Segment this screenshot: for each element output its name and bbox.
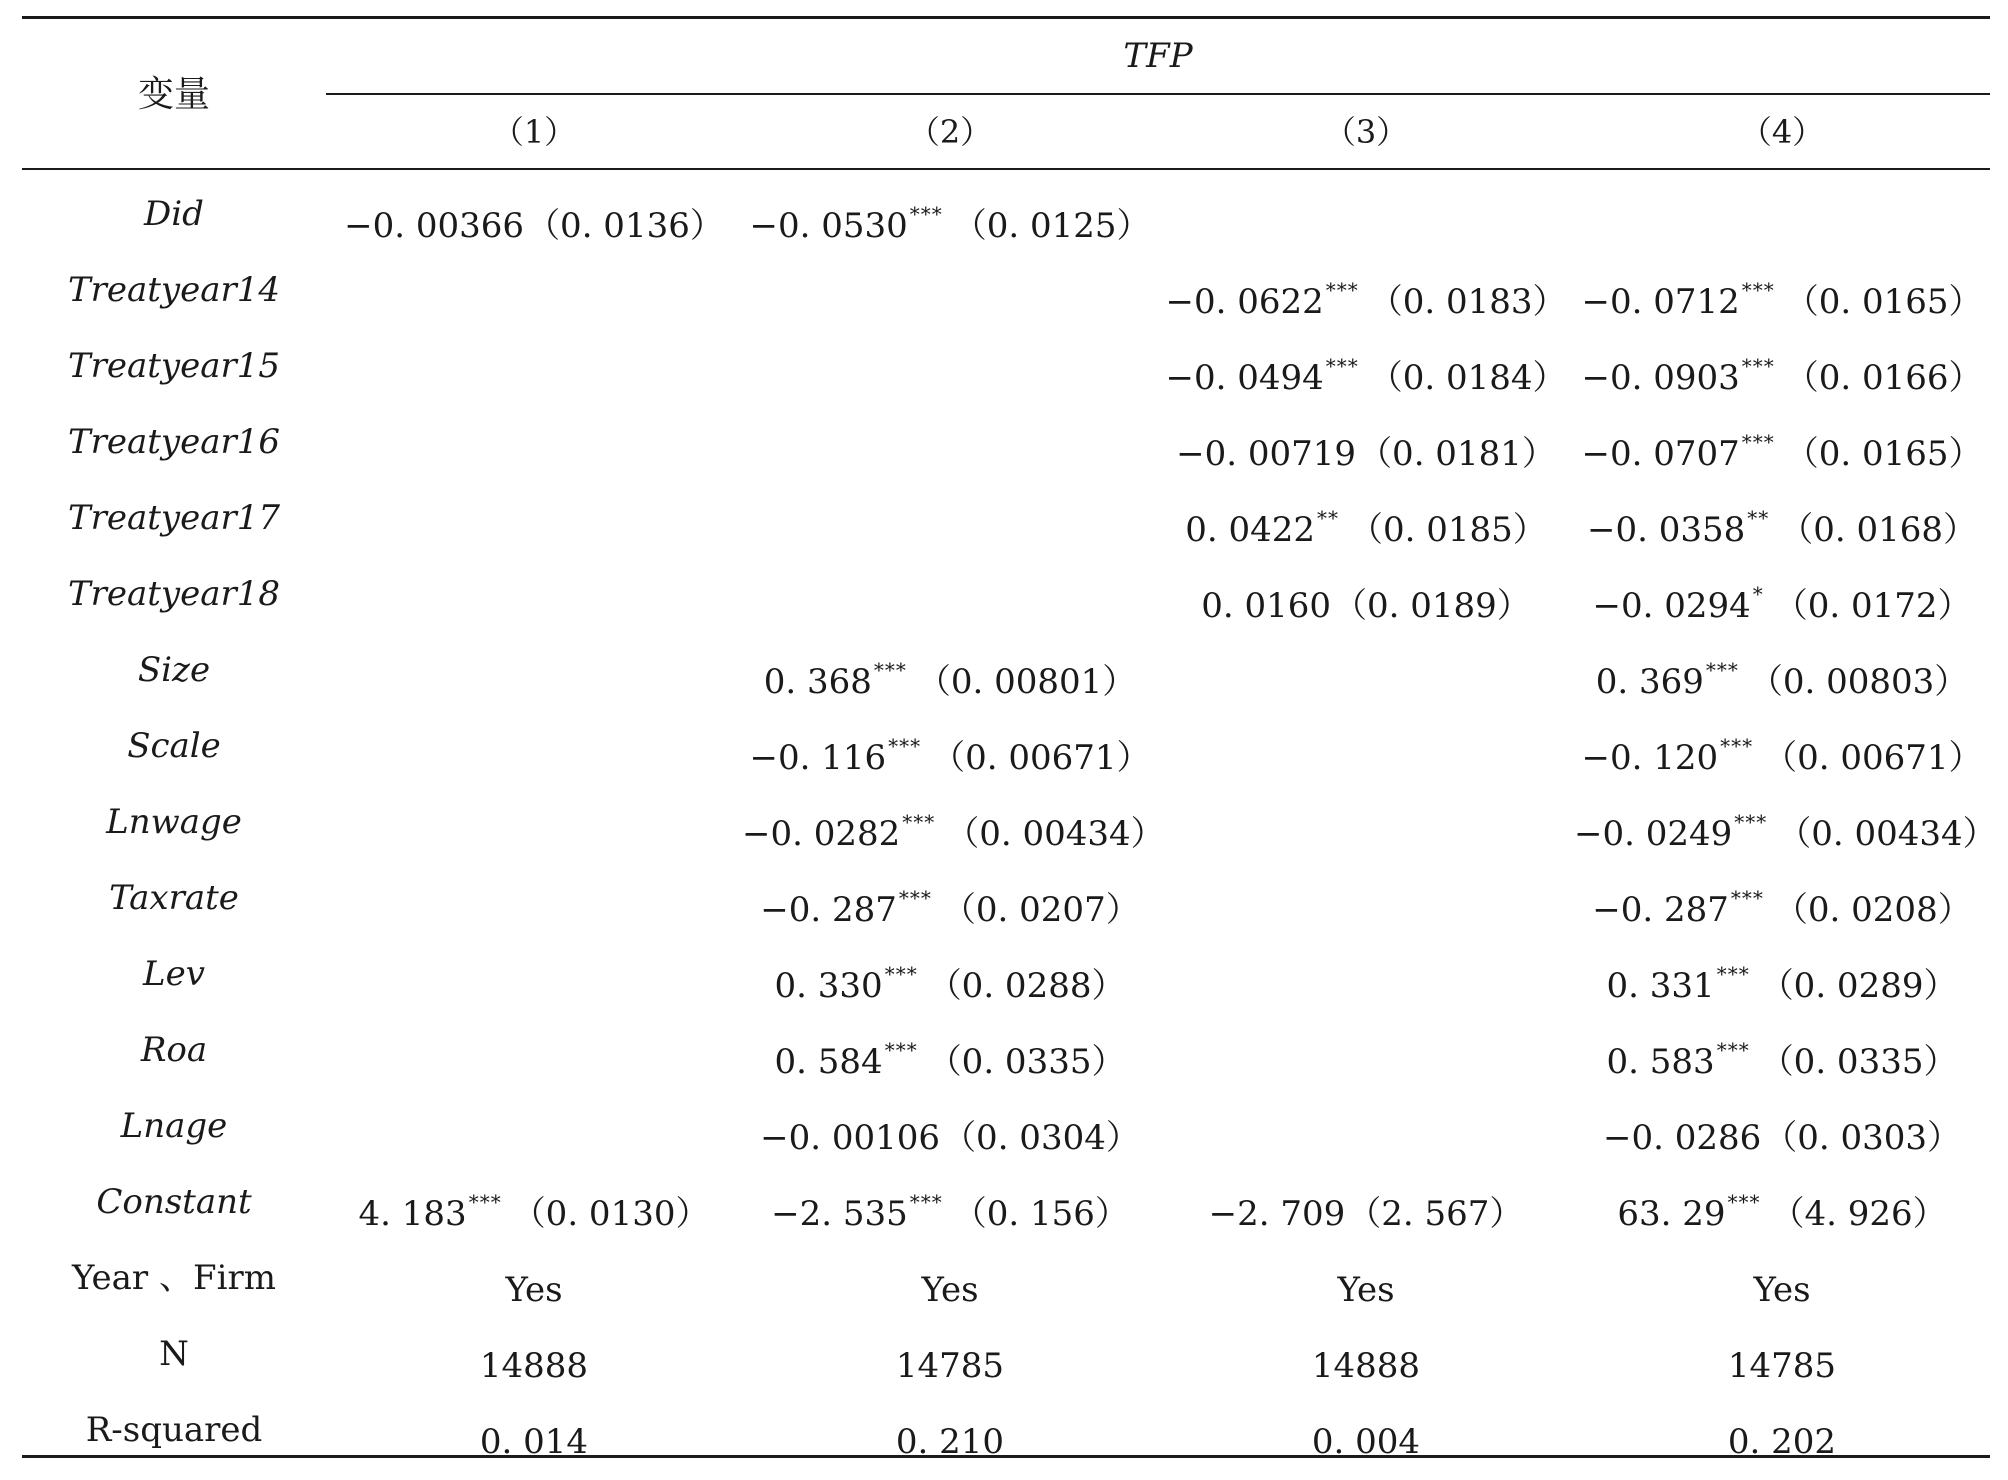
table-cell [1158,176,1574,252]
coefficient: −2. 709 [1208,1194,1346,1234]
table-cell [326,784,742,860]
coefficient: 0. 584 [774,1042,883,1082]
coefficient: 4. 183 [358,1194,467,1234]
coefficient: 0. 0160 [1201,586,1331,626]
table-cell [742,556,1158,632]
coefficient: −2. 535 [771,1194,908,1234]
table-cell [1574,1392,1990,1468]
standard-error: （2. 567） [1347,1194,1524,1234]
table-cell [1574,1088,1990,1164]
coefficient: 0. 0422 [1185,510,1315,550]
table-cell [326,252,742,328]
standard-error: （0. 0172） [1773,586,1972,626]
standard-error: （0. 0335） [927,1042,1126,1082]
standard-error: （0. 0335） [1759,1042,1958,1082]
table-cell [326,556,742,632]
table-cell [742,404,1158,480]
significance-stars: * [1752,582,1764,606]
table-cell [326,708,742,784]
table-cell [742,1392,1158,1468]
table-cell [1574,1164,1990,1240]
standard-error: （0. 0207） [941,890,1140,930]
top-rule [22,16,1990,19]
coefficient: 14785 [1727,1346,1837,1386]
significance-stars: *** [884,1038,918,1062]
table-cell [1158,708,1574,784]
table-cell [1158,328,1574,404]
table-cell [1574,404,1990,480]
standard-error: （0. 0165） [1784,434,1983,474]
column-header-3: （3） [1323,113,1409,151]
table-cell [1574,176,1990,252]
standard-error: （0. 0185） [1349,510,1547,550]
row-label: Lev [143,954,205,994]
significance-stars: *** [902,810,936,834]
significance-stars: *** [1716,1038,1750,1062]
coefficient: Yes [921,1270,979,1310]
standard-error: （0. 0304） [942,1118,1140,1158]
row-label: Treatyear15 [67,346,281,386]
table-cell [326,1164,742,1240]
significance-stars: *** [888,734,922,758]
coefficient: −0. 0294 [1592,586,1751,626]
standard-error: （0. 00434） [1777,814,1997,854]
standard-error: （0. 0168） [1779,510,1978,550]
significance-stars: ** [1747,506,1770,530]
coefficient: 63. 29 [1617,1194,1726,1234]
table-cell [326,1392,742,1468]
coefficient: −0. 0249 [1574,814,1733,854]
coefficient: Yes [505,1270,563,1310]
coefficient: −0. 0358 [1586,510,1746,550]
table-cell [326,328,742,404]
table-cell [326,1240,742,1316]
coefficient: 0. 368 [763,662,872,702]
table-cell [1158,1012,1574,1088]
table-cell [1574,1240,1990,1316]
table-cell [1158,1164,1574,1240]
significance-stars: *** [1741,430,1775,454]
table-cell [1574,252,1990,328]
coefficient: −0. 0282 [742,814,901,854]
table-cell [742,1240,1158,1316]
table-cell [742,176,1158,252]
standard-error: （0. 0181） [1358,434,1556,474]
coefficient: 0. 331 [1606,966,1715,1006]
significance-stars: ** [1317,506,1339,530]
table-cell [326,480,742,556]
tfp-group-header: TFP [1123,36,1193,76]
variable-header: 变量 [137,74,210,115]
table-cell [326,632,742,708]
significance-stars: *** [468,1190,502,1214]
standard-error: （0. 0183） [1368,282,1567,322]
row-label: Treatyear14 [67,270,281,310]
row-label: Year 、Firm [72,1258,276,1298]
coefficient: −0. 0903 [1581,358,1740,398]
significance-stars: *** [873,658,907,682]
coefficient: 0. 369 [1595,662,1704,702]
table-cell [1574,328,1990,404]
coefficient: −0. 0712 [1581,282,1740,322]
significance-stars: *** [1716,962,1750,986]
coefficient: 0. 202 [1727,1422,1837,1462]
standard-error: （4. 926） [1770,1194,1947,1234]
coefficient: −0. 116 [749,738,887,778]
table-cell [1158,936,1574,1012]
standard-error: （0. 0208） [1773,890,1972,930]
column-header-2: （2） [907,113,993,151]
row-label: Treatyear17 [67,498,281,538]
table-cell [1574,708,1990,784]
table-cell [742,1088,1158,1164]
table-cell [1158,404,1574,480]
table-cell [1158,1088,1574,1164]
column-header-4: （4） [1739,113,1825,151]
table-cell [1158,632,1574,708]
table-cell [1574,936,1990,1012]
table-cell [742,328,1158,404]
standard-error: （0. 00434） [945,814,1165,854]
standard-error: （0. 0189） [1333,586,1531,626]
coefficient: 14888 [479,1346,589,1386]
table-cell [1158,252,1574,328]
table-cell [326,1088,742,1164]
table-cell [326,1012,742,1088]
standard-error: （0. 156） [952,1194,1129,1234]
table-cell [1158,784,1574,860]
standard-error: （0. 0166） [1784,358,1983,398]
coefficient: Yes [1337,1270,1395,1310]
significance-stars: *** [898,886,932,910]
row-label: R-squared [85,1410,263,1450]
table-cell [1574,860,1990,936]
coefficient: −0. 0530 [749,206,908,246]
table-cell [326,404,742,480]
significance-stars: *** [1734,810,1768,834]
table-cell [1574,632,1990,708]
coefficient: −0. 00366 [344,206,525,246]
row-label: Taxrate [109,878,239,918]
standard-error: （0. 0125） [952,206,1151,246]
table-cell [742,708,1158,784]
row-label: Treatyear16 [67,422,281,462]
standard-error: （0. 0288） [927,966,1126,1006]
table-cell [1158,556,1574,632]
table-cell [742,860,1158,936]
significance-stars: *** [1741,354,1775,378]
row-label: Treatyear18 [67,574,281,614]
coefficient: −0. 0494 [1165,358,1324,398]
significance-stars: *** [884,962,918,986]
coefficient: 0. 330 [774,966,883,1006]
row-label: Size [137,650,211,690]
row-label: Roa [140,1030,208,1070]
coefficient: −0. 0286 [1602,1118,1762,1158]
group-underline [326,93,1990,95]
standard-error: （0. 00803） [1748,662,1969,702]
significance-stars: *** [1730,886,1764,910]
table-cell [326,1316,742,1392]
table-cell [1158,860,1574,936]
table-cell [742,480,1158,556]
standard-error: （0. 0165） [1784,282,1983,322]
coefficient: 14888 [1311,1346,1421,1386]
table-cell [1574,1012,1990,1088]
coefficient: −0. 00106 [760,1118,941,1158]
row-label: Did [144,194,204,234]
header-rule [22,168,1990,170]
table-cell [1158,1316,1574,1392]
table-cell [1158,480,1574,556]
standard-error: （0. 0184） [1368,358,1567,398]
significance-stars: *** [909,202,943,226]
coefficient: −0. 287 [760,890,897,930]
table-cell [742,936,1158,1012]
row-label: Lnage [120,1106,228,1146]
table-cell [742,252,1158,328]
row-label: N [159,1334,189,1374]
table-cell [1574,556,1990,632]
coefficient: 0. 014 [479,1422,589,1462]
row-label: Lnwage [106,802,242,842]
significance-stars: *** [1720,734,1754,758]
standard-error: （0. 0289） [1759,966,1958,1006]
significance-stars: *** [1325,354,1359,378]
row-label: Constant [96,1182,252,1222]
table-cell [1574,1316,1990,1392]
standard-error: （0. 0303） [1763,1118,1962,1158]
coefficient: −0. 0622 [1165,282,1324,322]
coefficient: −0. 0707 [1581,434,1740,474]
coefficient: −0. 00719 [1176,434,1357,474]
table-cell [326,860,742,936]
row-label: Scale [127,726,221,766]
table-cell [742,1164,1158,1240]
coefficient: 0. 004 [1311,1422,1421,1462]
column-header-1: （1） [491,113,577,151]
table-cell [742,1012,1158,1088]
standard-error: （0. 00671） [931,738,1151,778]
standard-error: （0. 0136） [526,206,724,246]
table-cell [326,176,742,252]
table-cell [1574,784,1997,860]
table-cell [742,632,1158,708]
standard-error: （0. 00801） [916,662,1137,702]
significance-stars: *** [1741,278,1775,302]
coefficient: Yes [1753,1270,1811,1310]
table-cell [1158,1392,1574,1468]
significance-stars: *** [1325,278,1359,302]
table-cell [742,784,1165,860]
table-cell [1574,480,1990,556]
coefficient: 14785 [895,1346,1005,1386]
table-cell [1158,1240,1574,1316]
coefficient: 0. 210 [895,1422,1005,1462]
standard-error: （0. 0130） [511,1194,710,1234]
coefficient: 0. 583 [1606,1042,1715,1082]
significance-stars: *** [909,1190,943,1214]
table-cell [326,936,742,1012]
coefficient: −0. 287 [1592,890,1729,930]
coefficient: −0. 120 [1581,738,1719,778]
significance-stars: *** [1705,658,1739,682]
standard-error: （0. 00671） [1763,738,1983,778]
table-cell [742,1316,1158,1392]
significance-stars: *** [1727,1190,1761,1214]
